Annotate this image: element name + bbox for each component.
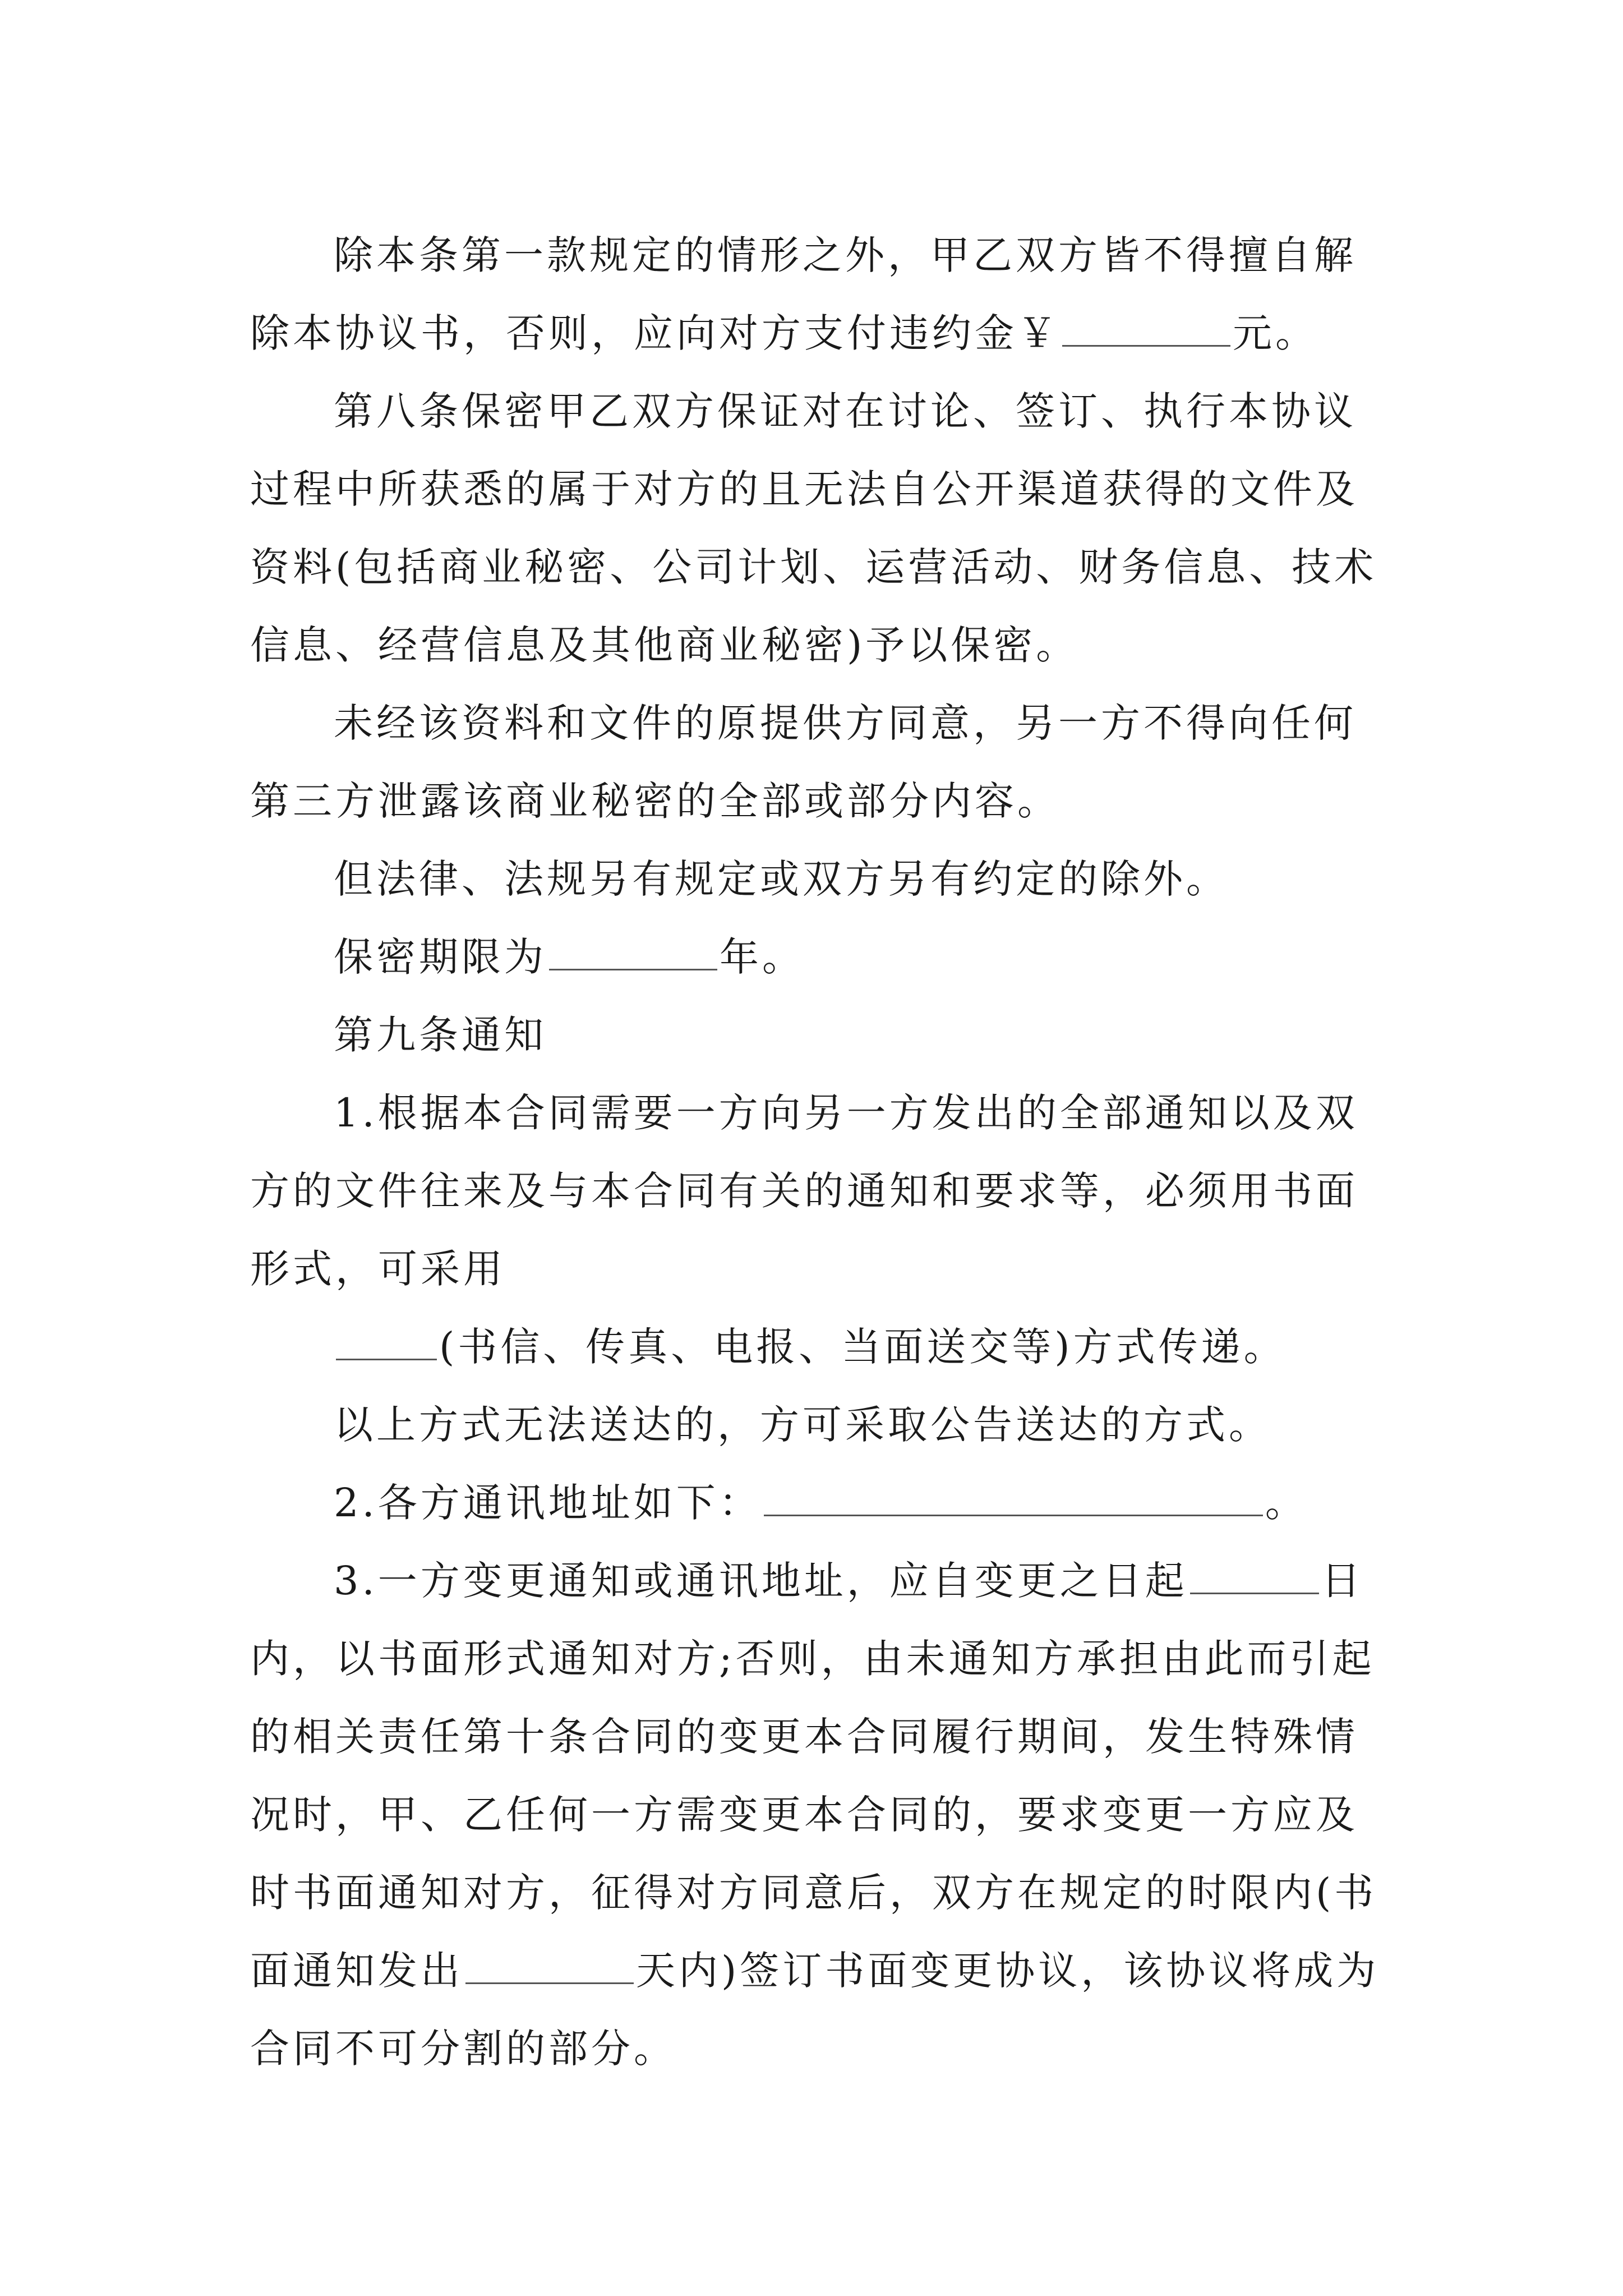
- document-body: [250, 217, 1383, 2088]
- paragraph-notice-2-addresses: [250, 1464, 1383, 1542]
- penalty-amount-blank: [1062, 314, 1230, 347]
- paragraph-notice-methods: [250, 1308, 1383, 1386]
- paragraph-article-9-heading: 第九条通知: [334, 1012, 547, 1058]
- address-blank: [764, 1483, 1263, 1516]
- paragraph-notice-3-change: [250, 1542, 1383, 2088]
- paragraph-notice-1: 1.根据本合同需要一方向另一方发出的全部通知以及双方的文件往来及与本合同有关的通知和要求等，必须用书面形式，可采用: [250, 1090, 1358, 1292]
- change-notice-text: 3.一方变更通知或通讯地址，应自变更之日起: [334, 1558, 1188, 1604]
- notice-methods-text: (书信、传真、电报、当面送交等)方式传递。: [439, 1324, 1287, 1370]
- addresses-end: 。: [1265, 1480, 1308, 1526]
- change-days-blank: [1190, 1561, 1319, 1594]
- change-notice-end: 天内)签订书面变更协议，该协议将成为合同不可分割的部分。: [250, 1948, 1380, 2072]
- paragraph-termination-text: 除本条第一款规定的情形之外，甲乙双方皆不得擅自解除本协议书，否则，应向对方支付违约金￥: [250, 232, 1357, 356]
- paragraph-termination-end: 元。: [1233, 310, 1318, 356]
- paragraph-article-8-confidentiality: 第八条保密甲乙双方保证对在讨论、签订、执行本协议过程中所获悉的属于对方的且无法自公开渠道获得的文件及资料(包括商业秘密、公司计划、运营活动、财务信息、技术信息、经营信息及其他商业秘密)予以保密。: [250, 388, 1377, 668]
- paragraph-termination: [250, 217, 1383, 372]
- paragraph-no-disclosure: 未经该资料和文件的原提供方同意，另一方不得向任何第三方泄露该商业秘密的全部或部分内容。: [250, 700, 1357, 824]
- paragraph-exception: 但法律、法规另有规定或双方另有约定的除外。: [334, 856, 1229, 902]
- delivery-method-blank: [336, 1327, 437, 1360]
- paragraph-public-notice: 以上方式无法送达的，方可采取公告送达的方式。: [334, 1402, 1271, 1448]
- confidentiality-period-text: 保密期限为: [334, 934, 547, 980]
- written-notice-days-blank: [465, 1951, 634, 1984]
- confidentiality-years-blank: [549, 937, 717, 970]
- confidentiality-period-end: 年。: [720, 934, 805, 980]
- change-notice-mid: 日内，以书面形式通知对方;否则，由未通知方承担由此而引起的相关责任第十条合同的变更本合同履行期间，发生特殊情况时，甲、乙任何一方需变更本合同的，要求变更一方应及时书面通知对方，征得对方同意后，双方在规定的时限内(书面通知发出: [250, 1558, 1377, 1994]
- addresses-text: 2.各方通讯地址如下：: [334, 1480, 762, 1526]
- paragraph-confidentiality-period: [250, 918, 1383, 996]
